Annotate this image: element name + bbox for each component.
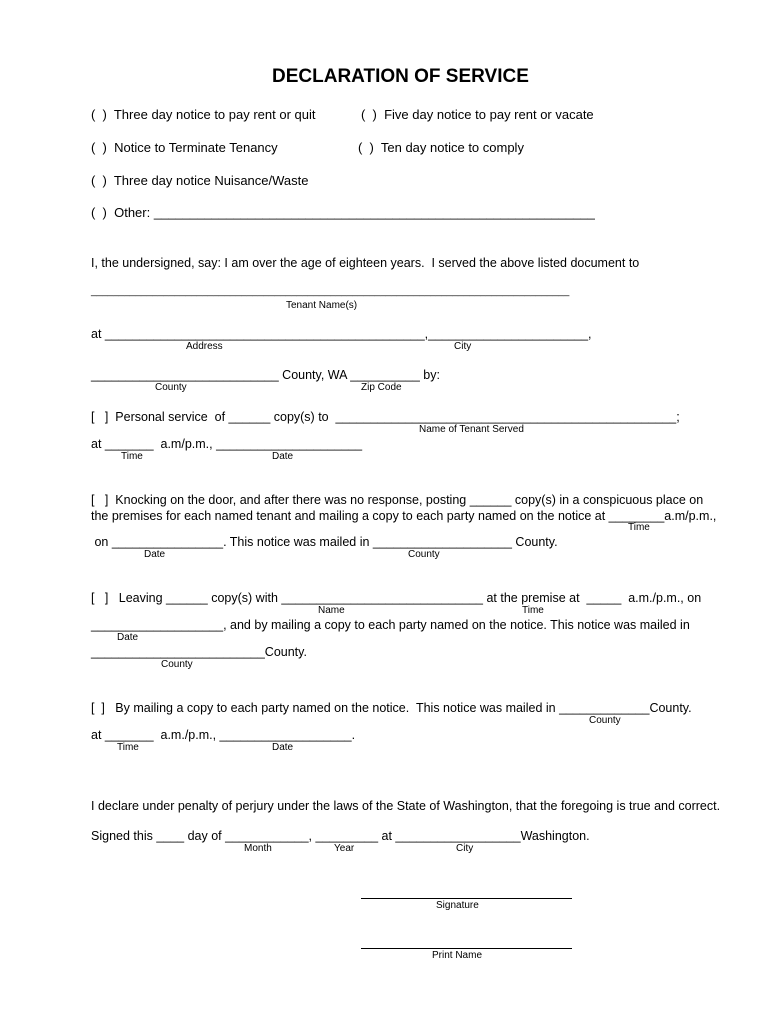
notice-three-day-rent[interactable]: ( ) Three day notice to pay rent or quit — [91, 107, 316, 122]
personal-time-date-field[interactable]: at _______ a.m/p.m., _____________________ — [91, 437, 363, 451]
notice-other[interactable] — [91, 206, 595, 219]
leaving-line-3[interactable]: _________________________County. — [91, 645, 307, 659]
leaving-date-caption: Date — [117, 632, 139, 643]
leaving-line-2[interactable]: ___________________, and by mailing a copy to each party named on the notice. This notice was mailed in — [91, 618, 690, 632]
tenant-name-field[interactable]: ______________________________________________________________________________________ — [91, 286, 570, 297]
county-caption: County — [155, 382, 187, 393]
knocking-option[interactable]: [ ] Knocking on the door, and after there was no response, posting ______ copy(s) in a conspicuous place on — [91, 493, 704, 507]
county-zip-field[interactable]: ___________________________ County, WA __________ by: — [91, 368, 440, 382]
signature-caption: Signature — [436, 900, 479, 911]
declaration-text: I declare under penalty of perjury under the laws of the State of Washington, that the foregoing is true and correct. — [91, 799, 721, 813]
print-name-caption: Print Name — [432, 950, 483, 961]
personal-date-caption: Date — [272, 451, 294, 462]
leaving-name-caption: Name — [318, 605, 345, 616]
notice-other-field[interactable]: _____________________________________________________________ — [153, 205, 595, 220]
zip-code-caption: Zip Code — [361, 382, 402, 393]
knocking-time-caption: Time — [628, 522, 650, 533]
tenant-name-caption: Tenant Name(s) — [286, 300, 358, 311]
knocking-date-caption: Date — [144, 549, 166, 560]
notice-nuisance-waste[interactable]: ( ) Three day notice Nuisance/Waste — [91, 173, 309, 188]
year-caption: Year — [334, 843, 355, 854]
knocking-line-3[interactable]: on ________________. This notice was mailed in ____________________ County. — [91, 535, 558, 549]
signed-this-field[interactable]: Signed this ____ day of ____________, _________ at __________________Washington. — [91, 829, 590, 843]
notice-terminate-tenancy[interactable]: ( ) Notice to Terminate Tenancy — [91, 140, 278, 155]
statement-text: I, the undersigned, say: I am over the age of eighteen years. I served the above listed document to — [91, 256, 640, 270]
city-caption: City — [454, 341, 472, 352]
signed-city-caption: City — [456, 843, 474, 854]
address-field[interactable]: at ______________________________________________,_______________________, — [91, 327, 592, 341]
mailing-time-date-field[interactable]: at _______ a.m./p.m., ___________________. — [91, 728, 356, 742]
leaving-option[interactable]: [ ] Leaving ______ copy(s) with _____________________________ at the premise at _____ a.m./p.m., on — [91, 591, 702, 605]
tenant-served-caption: Name of Tenant Served — [419, 424, 524, 435]
personal-time-caption: Time — [121, 451, 143, 462]
signature-line[interactable] — [361, 898, 572, 899]
knocking-line-2[interactable]: the premises for each named tenant and mailing a copy to each party named on the notice at ________a.m/p.m., — [91, 509, 717, 523]
month-caption: Month — [244, 843, 272, 854]
page-title: DECLARATION OF SERVICE — [272, 66, 529, 87]
personal-service-option[interactable]: [ ] Personal service of ______ copy(s) to _________________________________________________; — [91, 410, 680, 424]
notice-five-day-rent[interactable]: ( ) Five day notice to pay rent or vacate — [361, 107, 594, 122]
notice-ten-day-comply[interactable]: ( ) Ten day notice to comply — [358, 140, 524, 155]
knocking-county-caption: County — [408, 549, 440, 560]
leaving-time-caption: Time — [522, 605, 544, 616]
print-name-line[interactable] — [361, 948, 572, 949]
notice-other-label: ( ) Other: — [91, 205, 154, 220]
mailing-date-caption: Date — [272, 742, 294, 753]
mailing-time-caption: Time — [117, 742, 139, 753]
mailing-county-caption: County — [589, 715, 621, 726]
address-caption: Address — [186, 341, 223, 352]
mailing-option[interactable]: [ ] By mailing a copy to each party named on the notice. This notice was mailed in _____________County. — [91, 701, 692, 715]
leaving-county-caption: County — [161, 659, 193, 670]
